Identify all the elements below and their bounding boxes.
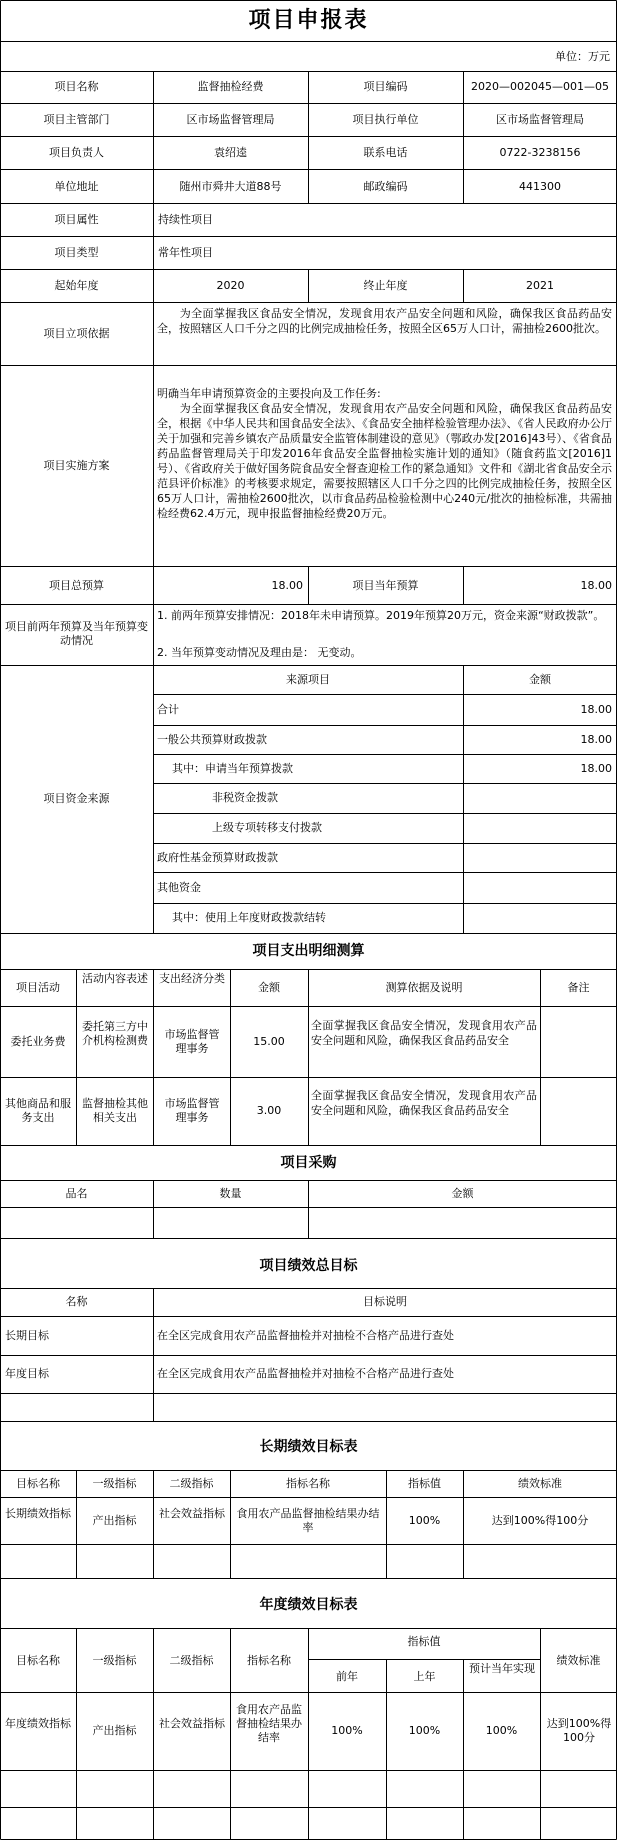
exp-cell: 委托第三方中介机构检测费 — [82, 1020, 148, 1047]
perf-row-label: 年度目标 — [5, 1367, 49, 1380]
plan-heading: 明确当年申请预算资金的主要投向及工作任务: — [157, 387, 381, 400]
an-subheader: 上年 — [413, 1670, 436, 1683]
perf-row-value: 在全区完成食用农产品监督抽检并对抽检不合格产品进行查处 — [157, 1367, 454, 1380]
value-owner: 袁绍逵 — [214, 146, 247, 159]
proc-header: 数量 — [219, 1187, 242, 1200]
an-cell: 100% — [331, 1724, 363, 1737]
label-plan: 项目实施方案 — [43, 459, 110, 472]
an-cell: 产出指标 — [92, 1724, 137, 1737]
label-current-budget: 项目当年预算 — [352, 579, 419, 592]
lt-header: 指标名称 — [286, 1477, 330, 1490]
value-end-year: 2021 — [526, 279, 554, 292]
exp-cell: 15.00 — [253, 1035, 285, 1048]
label-address: 单位地址 — [54, 180, 99, 193]
value-project-name: 监督抽检经费 — [197, 80, 264, 93]
value-type: 常年性项目 — [158, 246, 213, 259]
value-dept: 区市场监督管理局 — [186, 113, 275, 126]
perf-row-label: 长期目标 — [5, 1329, 49, 1342]
an-cell: 100% — [408, 1724, 441, 1737]
value-exec-unit: 区市场监督管理局 — [496, 113, 584, 126]
lt-header: 二级指标 — [169, 1477, 214, 1490]
form-title: 项目申报表 — [248, 8, 369, 33]
an-cell: 社会效益指标 — [159, 1717, 225, 1730]
value-start-year: 2020 — [216, 279, 245, 292]
lt-header: 一级指标 — [92, 1477, 137, 1490]
funding-header-source: 来源项目 — [286, 673, 330, 686]
label-project-code: 项目编码 — [363, 80, 408, 93]
proc-header: 品名 — [65, 1187, 88, 1200]
value-total-budget: 18.00 — [271, 579, 303, 592]
exp-header: 备注 — [567, 981, 590, 994]
an-header: 一级指标 — [92, 1654, 137, 1667]
an-cell: 年度绩效指标 — [5, 1717, 71, 1730]
exp-header: 项目活动 — [16, 981, 60, 994]
funding-row-amount: 18.00 — [580, 703, 612, 716]
exp-cell: 市场监督管理事务 — [164, 1097, 220, 1124]
section-procurement-title: 项目采购 — [280, 1155, 337, 1171]
funding-row-label: 其中：申请当年预算拨款 — [172, 762, 293, 775]
value-plan: 为全面掌握我区食品安全情况，发现食用农产品安全问题和风险，确保我区食品药品安全，根据《中华人民共和国食品安全法》、《食品安全抽样检验管理办法》、《省人民政府办公厅关于加强和完善乡镇农产品质量安全监管体制建设的意见》（鄂政办发[2016]43号）、《省食品药品监督管理局关于印发2016年食品安全监督抽检实施计划的通知》（随食药监文[2016]1号）、《省政府关于做好国务院食品安全督查迎检工作的紧急通知》文件和《湖北省食品安全示范县评价标准》的考核要求规定，需要按照辖区人口千分之四的比例完成抽检任务，按照全区65万人口计，需抽检2600批次，以市食品药品检验检测中心240元/批次的抽检标准，共需抽检经费62.4万元，现申报监督抽检经费20万元。 — [157, 402, 612, 520]
lt-cell: 100% — [408, 1514, 441, 1527]
an-cell: 食用农产品监督抽检结果办结率 — [236, 1703, 302, 1744]
exp-cell: 委托业务费 — [10, 1035, 66, 1048]
funding-row-label: 一般公共预算财政拨款 — [157, 733, 267, 746]
label-owner: 项目负责人 — [49, 146, 104, 159]
section-long-term-title: 长期绩效目标表 — [259, 1439, 358, 1455]
section-annual-title: 年度绩效目标表 — [259, 1597, 358, 1613]
an-cell: 达到100%得100分 — [546, 1717, 612, 1744]
value-address: 随州市舜井大道88号 — [179, 180, 282, 193]
value-basis: 为全面掌握我区食品安全情况，发现食用农产品安全问题和风险，确保我区食品药品安全，按照辖区人口千分之四的比例完成抽检任务，按照全区65万人口计，需抽检2600批次。 — [157, 307, 612, 335]
perf-row-value: 在全区完成食用农产品监督抽检并对抽检不合格产品进行查处 — [157, 1329, 454, 1342]
exp-header: 金额 — [258, 981, 280, 994]
exp-cell: 3.00 — [256, 1104, 282, 1117]
label-end-year: 终止年度 — [363, 279, 408, 292]
an-subheader: 预计当年实现 — [469, 1662, 535, 1675]
exp-header: 测算依据及说明 — [385, 981, 463, 994]
label-start-year: 起始年度 — [54, 279, 99, 292]
unit-label: 单位：万元 — [555, 50, 610, 63]
perf-header: 目标说明 — [363, 1295, 407, 1308]
funding-row-label: 其他资金 — [157, 881, 201, 894]
exp-cell: 其他商品和服务支出 — [5, 1097, 71, 1124]
value-postcode: 441300 — [519, 180, 561, 193]
funding-row-label: 合计 — [157, 703, 179, 716]
exp-cell: 监督抽检其他相关支出 — [82, 1097, 148, 1124]
lt-cell: 达到100%得100分 — [491, 1514, 589, 1527]
label-phone: 联系电话 — [363, 146, 408, 159]
exp-cell: 全面掌握我区食品安全情况，发现食用农产品安全问题和风险，确保我区食品药品安全 — [311, 1089, 537, 1117]
lt-header: 指标值 — [408, 1477, 441, 1490]
funding-row-label: 非税资金拨款 — [212, 791, 278, 804]
lt-header: 绩效标准 — [518, 1477, 562, 1490]
change-line-2: 2. 当年预算变动情况及理由是： 无变动。 — [157, 646, 362, 659]
label-total-budget: 项目总预算 — [49, 579, 104, 592]
funding-row-label: 上级专项转移支付拨款 — [212, 821, 322, 834]
label-project-name: 项目名称 — [54, 80, 99, 93]
label-type: 项目类型 — [54, 246, 99, 259]
exp-cell: 全面掌握我区食品安全情况，发现食用农产品安全问题和风险，确保我区食品药品安全 — [311, 1019, 537, 1047]
funding-row-label: 其中：使用上年度财政拨款结转 — [172, 911, 326, 924]
exp-header: 支出经济分类 — [159, 972, 225, 985]
funding-row-amount: 18.00 — [580, 762, 612, 775]
label-basis: 项目立项依据 — [43, 327, 110, 340]
exp-cell: 市场监督管理事务 — [164, 1028, 220, 1055]
value-current-budget: 18.00 — [580, 579, 612, 592]
exp-header: 活动内容表述 — [82, 972, 148, 985]
label-postcode: 邮政编码 — [363, 180, 408, 193]
lt-cell: 食用农产品监督抽检结果办结率 — [236, 1507, 380, 1534]
lt-cell: 社会效益指标 — [159, 1507, 225, 1520]
funding-row-label: 政府性基金预算财政拨款 — [157, 851, 278, 864]
an-header: 指标名称 — [247, 1654, 291, 1667]
an-subheader: 前年 — [336, 1670, 358, 1683]
an-header: 目标名称 — [16, 1654, 60, 1667]
label-change: 项目前两年预算及当年预算变动情况 — [5, 620, 148, 647]
an-header: 指标值 — [407, 1635, 441, 1648]
value-project-code: 2020—002045—001—05 — [471, 80, 609, 93]
lt-cell: 产出指标 — [92, 1514, 137, 1527]
lt-header: 目标名称 — [16, 1477, 60, 1490]
funding-header-amount: 金额 — [529, 673, 551, 686]
label-attribute: 项目属性 — [54, 213, 99, 226]
section-expenditure-title: 项目支出明细测算 — [252, 943, 365, 959]
value-phone: 0722-3238156 — [499, 146, 581, 159]
label-dept: 项目主管部门 — [43, 113, 110, 126]
an-header: 绩效标准 — [556, 1654, 601, 1667]
an-header: 二级指标 — [169, 1654, 214, 1667]
an-cell: 100% — [485, 1724, 518, 1737]
funding-row-amount: 18.00 — [580, 733, 612, 746]
lt-cell: 长期绩效指标 — [5, 1507, 71, 1520]
change-line-1: 1. 前两年预算安排情况：2018年未申请预算。2019年预算20万元，资金来源“财政拨款”。 — [157, 609, 605, 622]
perf-header: 名称 — [65, 1295, 88, 1308]
label-exec-unit: 项目执行单位 — [352, 113, 419, 126]
section-perf-total-title: 项目绩效总目标 — [259, 1258, 358, 1274]
proc-header: 金额 — [451, 1187, 474, 1200]
value-attribute: 持续性项目 — [158, 213, 213, 226]
label-funding: 项目资金来源 — [43, 792, 110, 805]
